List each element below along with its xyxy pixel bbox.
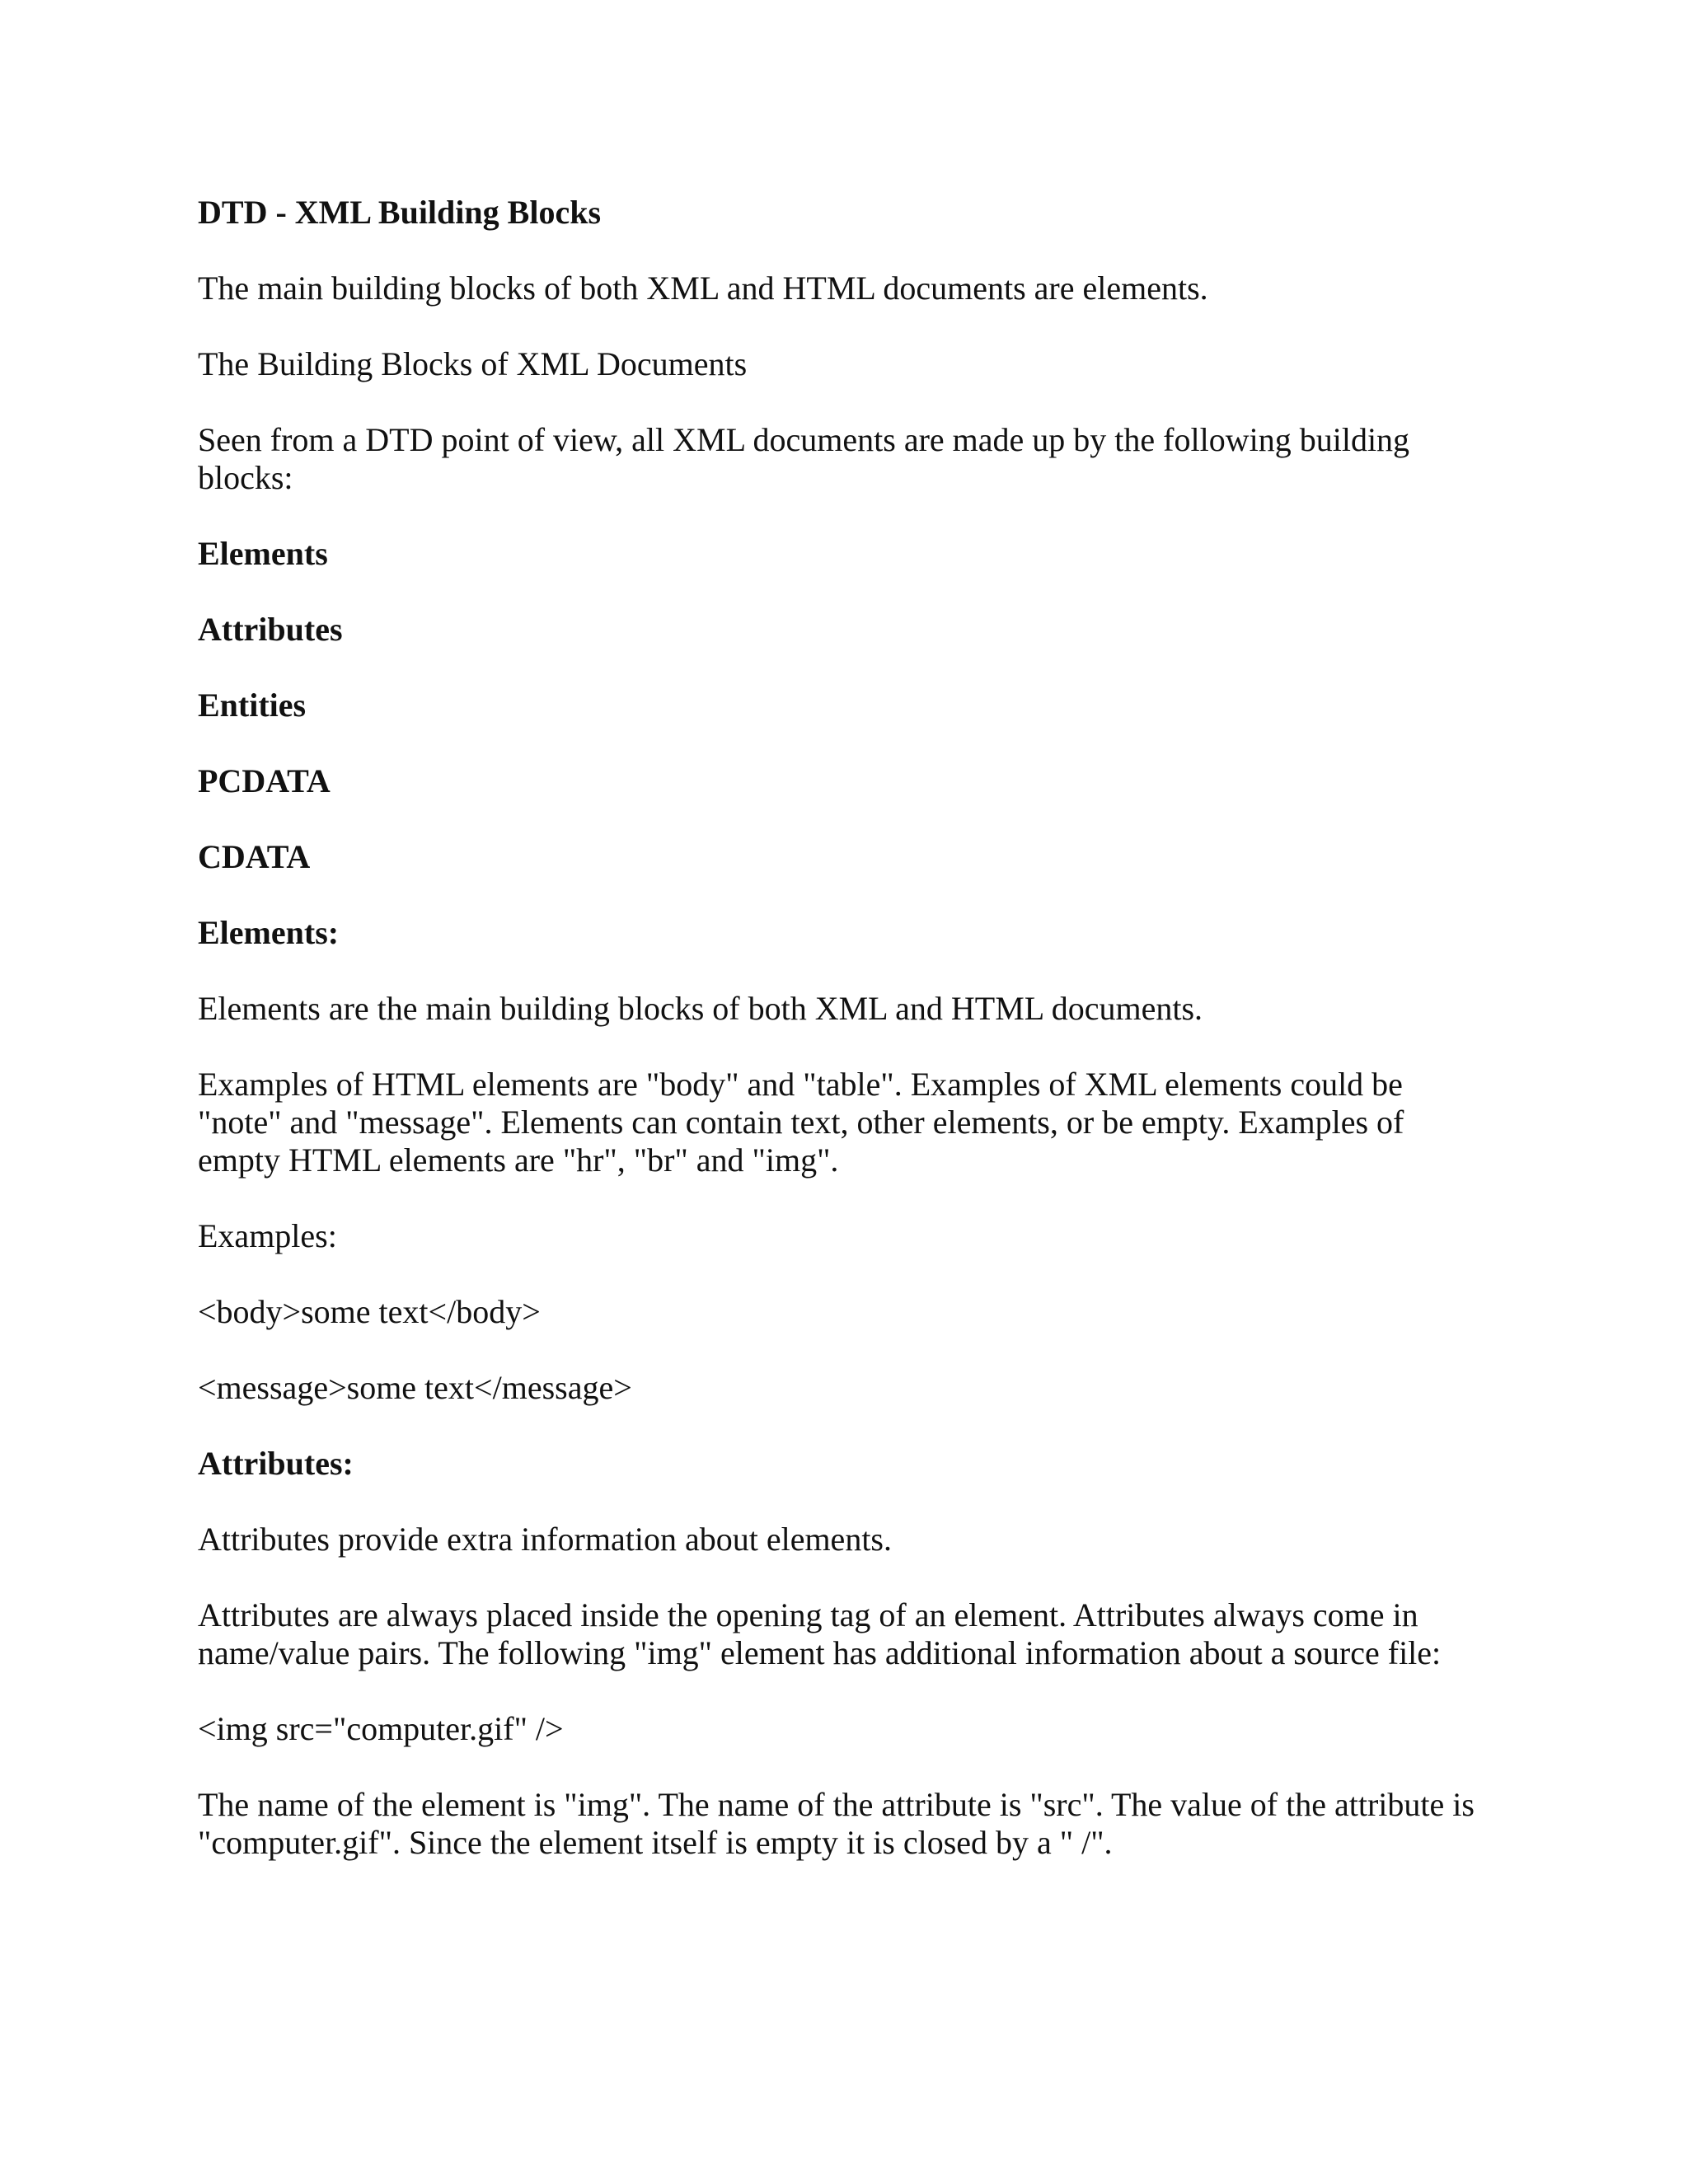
block-item-entities: Entities: [198, 687, 307, 724]
intro-paragraph: The main building blocks of both XML and HTML documents are elements.: [198, 269, 1208, 307]
overview-paragraph: Seen from a DTD point of view, all XML documents are made up by the following building blocks:: [198, 421, 1410, 496]
example-body-code: <body>some text</body>: [198, 1293, 541, 1330]
attributes-heading: Attributes:: [198, 1445, 354, 1482]
example-img-code: <img src="computer.gif" />: [198, 1710, 564, 1747]
block-item-pcdata: PCDATA: [198, 762, 331, 799]
elements-heading: Elements:: [198, 914, 340, 951]
attributes-paragraph-2: Attributes are always placed inside the opening tag of an element. Attributes always come in name/value pairs. The following "img" element has additional information about a source file:: [198, 1596, 1442, 1671]
subheading: The Building Blocks of XML Documents: [198, 345, 748, 382]
example-message-code: <message>some text</message>: [198, 1369, 632, 1406]
block-item-elements: Elements: [198, 535, 328, 572]
block-item-attributes: Attributes: [198, 611, 343, 648]
document-body: [198, 194, 1484, 1900]
page-title: DTD - XML Building Blocks: [198, 194, 602, 231]
elements-paragraph-1: Elements are the main building blocks of both XML and HTML documents.: [198, 990, 1203, 1027]
attributes-paragraph-3: The name of the element is "img". The name of the attribute is "src". The value of the attribute is "computer.gif". Since the element itself is empty it is closed by a " /".: [198, 1786, 1475, 1861]
attributes-paragraph-1: Attributes provide extra information about elements.: [198, 1521, 892, 1558]
block-item-cdata: CDATA: [198, 838, 311, 875]
examples-label: Examples:: [198, 1217, 337, 1254]
elements-paragraph-2: Examples of HTML elements are "body" and "table". Examples of XML elements could be "note" and "message". Elements can contain text, other elements, or be empty. Examples of empty HTML elements are "hr", "br" and "img".: [198, 1066, 1404, 1179]
